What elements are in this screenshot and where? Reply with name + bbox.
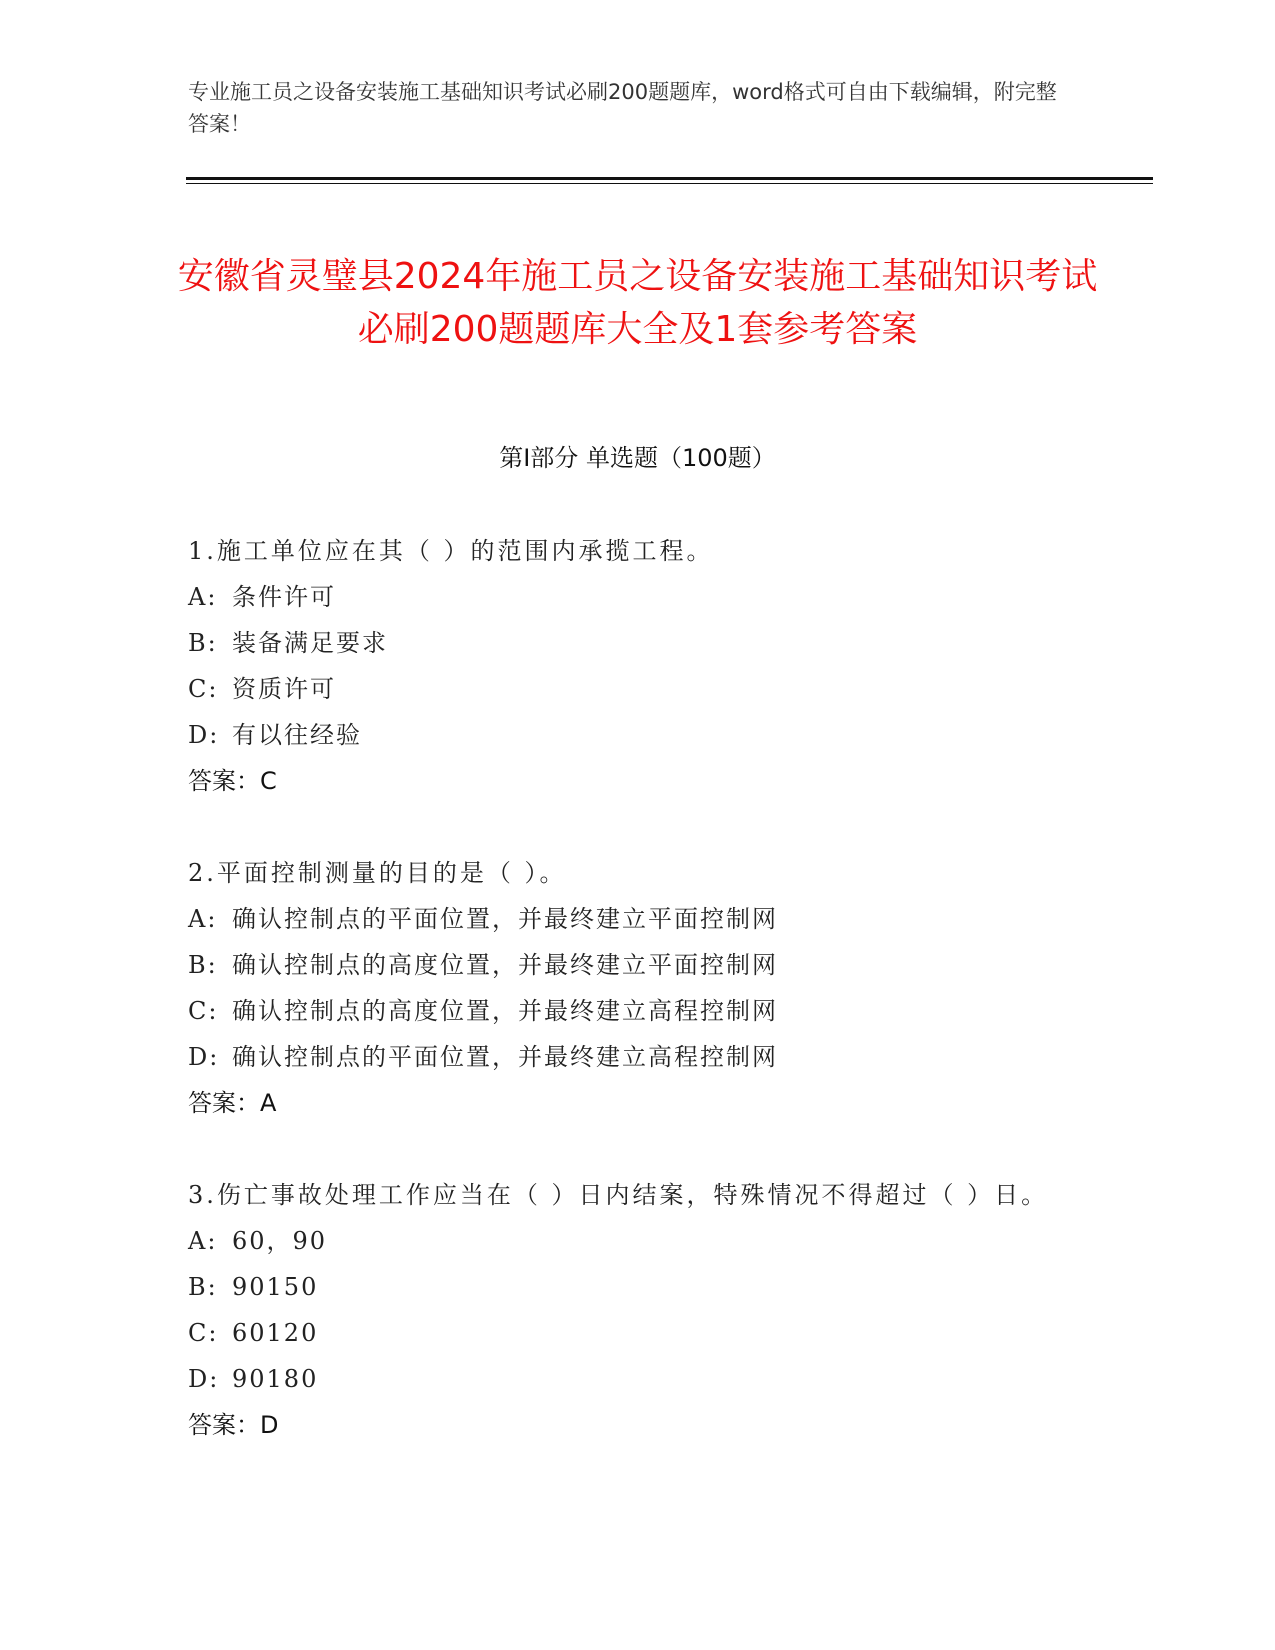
answer-value: A (260, 1089, 277, 1117)
header-divider-thick (186, 177, 1153, 180)
question-stem: 1.施工单位应在其（ ）的范围内承揽工程。 (188, 537, 714, 565)
option-b (188, 620, 1088, 666)
answer-value: D (260, 1411, 279, 1439)
option-key: A: (188, 583, 218, 611)
option-key: D: (188, 1043, 220, 1071)
option-key: C: (188, 675, 219, 703)
document-title: 安徽省灵璧县2024年施工员之设备安装施工基础知识考试必刷200题题库大全及1套参考答案 (177, 256, 1098, 351)
answer-line (188, 1080, 1088, 1126)
option-key: A: (188, 1227, 218, 1255)
option-text: 确认控制点的高度位置，并最终建立平面控制网 (232, 951, 778, 979)
question-2 (188, 850, 1088, 1126)
option-text: 资质许可 (232, 675, 336, 703)
header-divider-thin (186, 183, 1153, 184)
option-b (188, 1264, 1088, 1310)
option-text: 90150 (232, 1273, 319, 1301)
question-stem: 2.平面控制测量的目的是（ ）。 (188, 859, 567, 887)
option-key: B: (188, 951, 218, 979)
question-3 (188, 1172, 1088, 1448)
option-a (188, 896, 1088, 942)
option-c (188, 988, 1088, 1034)
option-text: 确认控制点的平面位置，并最终建立平面控制网 (232, 905, 778, 933)
option-text: 60120 (232, 1319, 319, 1347)
option-c (188, 1310, 1088, 1356)
answer-value: C (260, 767, 277, 795)
option-c (188, 666, 1088, 712)
option-text: 有以往经验 (232, 721, 362, 749)
option-text: 确认控制点的高度位置，并最终建立高程控制网 (232, 997, 778, 1025)
question-list (188, 528, 1088, 1494)
option-key: B: (188, 629, 218, 657)
option-d (188, 712, 1088, 758)
option-text: 装备满足要求 (232, 629, 388, 657)
option-a (188, 574, 1088, 620)
option-key: A: (188, 905, 218, 933)
answer-label: 答案： (188, 1089, 260, 1117)
option-text: 60，90 (232, 1227, 328, 1255)
option-text: 条件许可 (232, 583, 336, 611)
option-key: D: (188, 1365, 220, 1393)
answer-label: 答案： (188, 767, 260, 795)
option-b (188, 942, 1088, 988)
answer-line (188, 758, 1088, 804)
section-title: 第Ⅰ部分 单选题（100题） (499, 444, 776, 472)
option-text: 90180 (232, 1365, 319, 1393)
answer-label: 答案： (188, 1411, 260, 1439)
question-1 (188, 528, 1088, 804)
option-key: B: (188, 1273, 218, 1301)
option-key: D: (188, 721, 220, 749)
option-key: C: (188, 1319, 219, 1347)
option-a (188, 1218, 1088, 1264)
header-note: 专业施工员之设备安装施工基础知识考试必刷200题题库，word格式可自由下载编辑，附完整答案！ (188, 80, 1057, 136)
option-text: 确认控制点的平面位置，并最终建立高程控制网 (232, 1043, 778, 1071)
option-d (188, 1356, 1088, 1402)
answer-line (188, 1402, 1088, 1448)
option-d (188, 1034, 1088, 1080)
question-stem: 3.伤亡事故处理工作应当在（ ）日内结案，特殊情况不得超过（ ）日。 (188, 1181, 1049, 1209)
option-key: C: (188, 997, 219, 1025)
